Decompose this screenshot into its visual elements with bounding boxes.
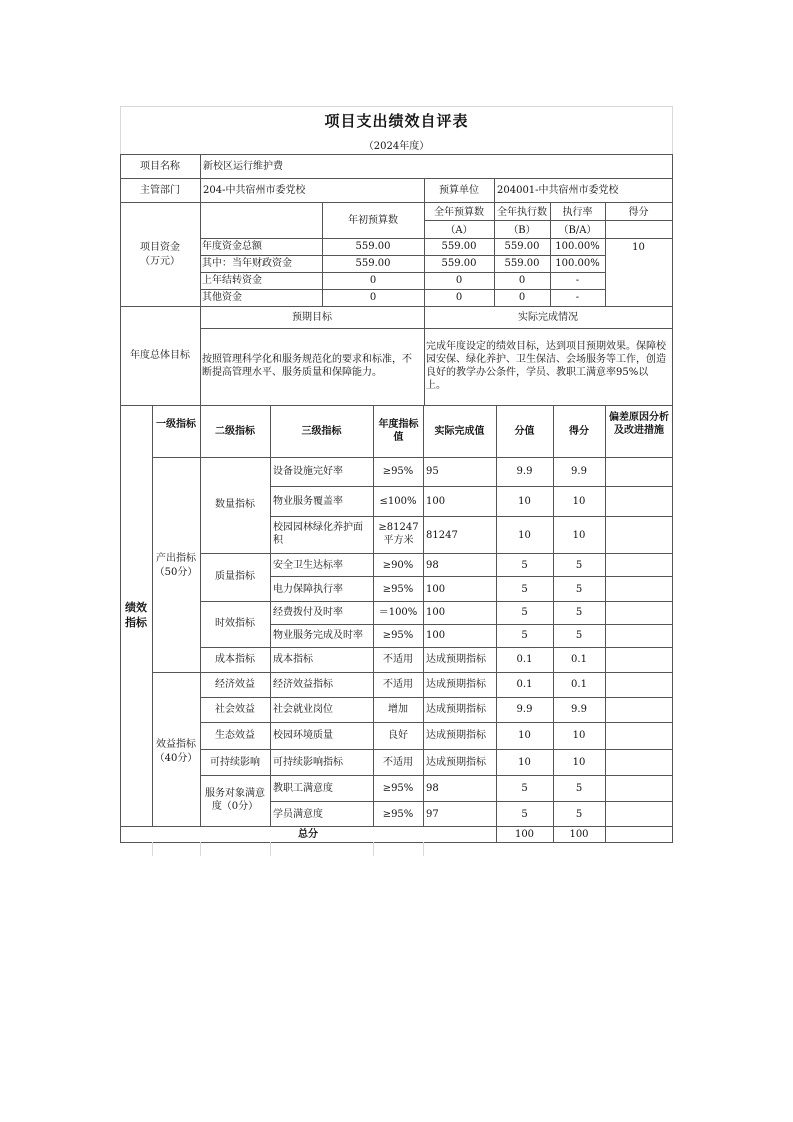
indicator-weight: 5 (521, 584, 528, 595)
indicator-weight: 9.9 (516, 704, 533, 715)
indicator-level3: 经济效益指标 (273, 679, 333, 690)
indicator-weight: 5 (521, 809, 528, 820)
indicator-target: 不适用 (383, 679, 413, 690)
level2-ecological: 生态效益 (215, 730, 255, 741)
indicator-level3: 教职工满意度 (273, 783, 333, 794)
funds-row-executed: 559.00 (504, 258, 540, 269)
indicator-actual: 100 (426, 496, 446, 507)
indicator-weight: 10 (518, 530, 531, 541)
indicator-actual: 达成预期指标 (426, 679, 486, 690)
target-header: 年度指标值 (378, 419, 419, 443)
project-name-label: 项目名称 (140, 161, 180, 172)
funds-score: 10 (632, 242, 645, 253)
level1-header: 一级指标 (156, 419, 196, 430)
indicator-target: 不适用 (383, 654, 413, 665)
indicator-score: 5 (575, 783, 583, 794)
funds-row-budget: 0 (455, 292, 463, 303)
level1-output-sub: （50分） (154, 567, 198, 578)
project-name: 新校区运行维护费 (203, 161, 283, 172)
indicator-weight: 5 (521, 630, 528, 641)
funds-row-rate: - (575, 292, 580, 303)
dept-value: 204-中共宿州市委党校 (203, 185, 306, 196)
level2-satisfaction: 服务对象满意度（0分） (205, 788, 265, 812)
funds-row-label: 上年结转资金 (202, 275, 262, 286)
indicator-level3: 电力保障执行率 (273, 584, 343, 595)
indicator-actual: 100 (426, 607, 446, 618)
indicator-target: ≥95% (382, 630, 414, 641)
indicator-score: 9.9 (571, 704, 587, 715)
indicator-level3: 可持续影响指标 (273, 757, 343, 768)
executed-sub: （B） (508, 225, 536, 236)
indicator-target: ≤100% (379, 496, 417, 507)
executed-header: 全年执行数 (497, 207, 547, 218)
indicator-target: ＝100% (378, 607, 418, 618)
funds-row-label: 年度资金总额 (202, 241, 262, 252)
indicator-actual: 100 (426, 630, 446, 641)
funds-row-initial: 0 (369, 292, 377, 303)
indicator-actual: 达成预期指标 (426, 654, 486, 665)
indicator-weight: 0.1 (516, 654, 533, 665)
level2-timeliness: 时效指标 (215, 618, 255, 629)
indicator-weight: 9.9 (516, 466, 533, 477)
indicator-level3: 校园环境质量 (273, 730, 333, 741)
indicator-level3: 成本指标 (273, 654, 313, 665)
indicator-target: ≥95% (382, 783, 414, 794)
indicator-target: ≥95% (382, 584, 414, 595)
level1-output: 产出指标 (156, 553, 196, 564)
indicator-target: ≥95% (382, 466, 414, 477)
indicator-target: ≥90% (382, 560, 414, 571)
indicator-score: 5 (575, 809, 583, 820)
indicator-level3: 设备设施完好率 (273, 466, 343, 477)
funds-row-rate: 100.00% (555, 258, 600, 269)
dept-label: 主管部门 (140, 185, 180, 196)
indicator-actual: 98 (426, 783, 439, 794)
indicator-score: 5 (575, 584, 583, 595)
indicator-score: 5 (575, 607, 583, 618)
indicator-actual: 81247 (426, 530, 458, 541)
funds-score-header: 得分 (628, 207, 649, 218)
funds-row-budget: 0 (455, 275, 463, 286)
indicator-actual: 97 (426, 809, 439, 820)
indicator-score: 0.1 (571, 654, 587, 665)
indicator-actual: 98 (426, 560, 439, 571)
level3-header: 三级指标 (301, 426, 342, 437)
funds-row-label: 其他资金 (202, 292, 242, 303)
level2-economic: 经济效益 (215, 679, 255, 690)
indicator-score: 0.1 (571, 679, 587, 690)
indicator-actual: 达成预期指标 (426, 757, 486, 768)
full-budget-header: 全年预算数 (434, 207, 484, 218)
indicator-level3: 社会就业岗位 (273, 704, 333, 715)
indicator-actual: 100 (426, 584, 446, 595)
indicator-weight: 10 (518, 757, 531, 768)
rate-header: 执行率 (562, 207, 593, 218)
full-budget-sub: （A） (445, 225, 473, 236)
indicator-weight: 10 (518, 730, 531, 741)
indicator-score: 10 (572, 730, 586, 741)
level2-social: 社会效益 (215, 704, 255, 715)
actual-goal-header: 实际完成情况 (518, 312, 578, 323)
indicator-score: 9.9 (571, 466, 587, 477)
funds-row-executed: 559.00 (504, 241, 540, 252)
indicator-score: 10 (572, 496, 586, 507)
indicator-score: 5 (575, 630, 583, 641)
indicator-level3: 校园园林绿化养护面积 (273, 522, 363, 546)
actual-header: 实际完成值 (434, 426, 485, 437)
funds-section-unit: （万元） (140, 256, 180, 267)
expected-goal-text: 按照管理科学化和服务规范化的要求和标准，不断提高管理水平、服务质量和保障能力。 (202, 354, 412, 378)
score-header: 得分 (569, 426, 589, 437)
expected-goal-header: 预期目标 (292, 312, 332, 323)
indicator-level3: 物业服务覆盖率 (273, 496, 343, 507)
indicator-weight: 5 (521, 783, 528, 794)
funds-section-label: 项目资金 (140, 242, 180, 253)
document-title: 项目支出绩效自评表 (324, 112, 469, 130)
level1-benefit: 效益指标 (156, 739, 196, 750)
indicator-weight: 10 (518, 496, 531, 507)
level2-cost: 成本指标 (215, 654, 255, 665)
total-label: 总分 (298, 829, 318, 840)
level2-quantity: 数量指标 (215, 499, 255, 510)
indicator-score: 10 (572, 530, 586, 541)
indicator-actual: 达成预期指标 (426, 704, 486, 715)
indicator-level3: 学员满意度 (273, 809, 323, 820)
indicator-target: ≥81247平方米 (378, 522, 419, 546)
indicator-score: 5 (575, 560, 583, 571)
indicator-level3: 安全卫生达标率 (273, 560, 343, 571)
document-year: （2024年度） (363, 141, 430, 152)
level2-header: 二级指标 (215, 426, 255, 437)
funds-row-initial: 0 (369, 275, 377, 286)
funds-row-initial: 559.00 (355, 258, 391, 269)
goals-label: 年度总体目标 (130, 350, 190, 361)
indicator-weight: 5 (521, 560, 528, 571)
level2-quality: 质量指标 (215, 571, 255, 582)
indicator-target: ≥95% (382, 809, 414, 820)
deviation-header: 偏差原因分析及改进措施 (609, 412, 669, 436)
total-weight: 100 (514, 829, 535, 840)
indicator-actual: 达成预期指标 (426, 730, 486, 741)
initial-budget-header: 年初预算数 (348, 215, 398, 226)
funds-row-executed: 0 (518, 275, 526, 286)
indicator-weight: 0.1 (516, 679, 533, 690)
indicator-level3: 物业服务完成及时率 (273, 630, 363, 641)
rate-sub: （B/A） (558, 225, 597, 236)
level2-sustainable: 可持续影响 (210, 757, 260, 768)
indicator-target: 增加 (388, 704, 408, 715)
indicator-actual: 95 (426, 466, 439, 477)
level1-benefit-sub: （40分） (154, 753, 198, 764)
indicator-target: 良好 (388, 730, 408, 741)
indicators-section-label: 绩效 指标 (125, 601, 147, 629)
funds-row-executed: 0 (518, 292, 526, 303)
budget-unit-label: 预算单位 (439, 185, 479, 196)
actual-goal-text: 完成年度设定的绩效目标，达到项目预期效果。保障校园安保、绿化养护、卫生保洁、会场服务等工作，创造良好的教学办公条件，学员、教职工满意率95%以上。 (426, 341, 666, 391)
budget-unit-value: 204001-中共宿州市委党校 (497, 185, 619, 196)
indicator-weight: 5 (521, 607, 528, 618)
funds-row-rate: 100.00% (555, 241, 600, 252)
indicator-score: 10 (572, 757, 586, 768)
indicator-level3: 经费拨付及时率 (273, 607, 343, 618)
funds-row-budget: 559.00 (441, 258, 477, 269)
funds-row-initial: 559.00 (355, 241, 391, 252)
funds-row-rate: - (575, 275, 580, 286)
funds-row-label: 其中：当年财政资金 (202, 258, 292, 269)
total-score: 100 (569, 829, 589, 840)
indicator-target: 不适用 (383, 757, 413, 768)
funds-row-budget: 559.00 (441, 241, 477, 252)
weight-header: 分值 (514, 426, 535, 437)
